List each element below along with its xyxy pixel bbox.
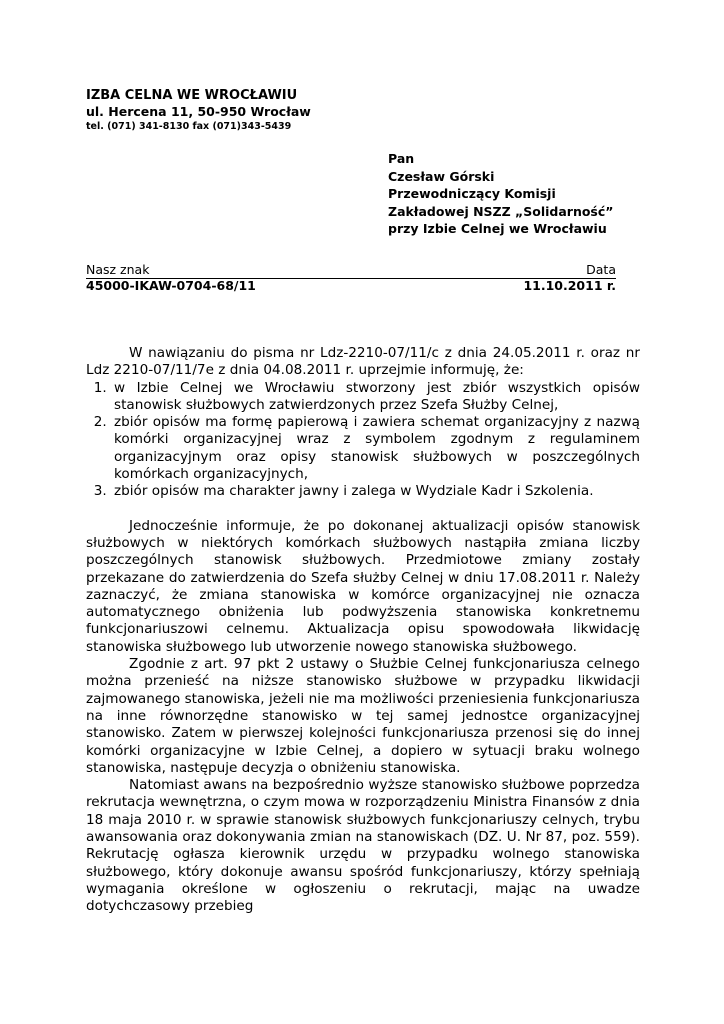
recipient-line: przy Izbie Celnej we Wrocławiu (388, 221, 607, 236)
date-value: 11.10.2011 r. (523, 278, 616, 293)
sign-label: Nasz znak (86, 262, 150, 277)
sign-value: 45000-IKAW-0704-68/11 (86, 278, 256, 293)
recipient-line: Czesław Górski (388, 168, 495, 184)
sender-address: ul. Hercena 11, 50-950 Wrocław (86, 104, 311, 119)
letter-body (86, 345, 640, 916)
recipient-line: Przewodniczący Komisji (388, 186, 556, 201)
list-item: 2. zbiór opisów ma formę papierową i zawiera schemat organizacyjny z nazwą komórki organizacyjnej wraz z symbolem zgodnym z regulaminem organizacyjnym oraz opisy stanowisk służbowych w poszczególnych komórkach organizacyjnych, (111, 414, 640, 483)
info-list (86, 380, 640, 501)
body-paragraph: Natomiast awans na bezpośrednio wyższe stanowisko służbowe poprzedza rekrutacja wewnętrzna, o czym mowa w rozporządzeniu Ministra Finansów z dnia 18 maja 2010 r. w sprawie stanowisk służbowych funkcjonariuszy celnych, trybu awansowania oraz dokonywania zmian na stanowiskach (DZ. U. Nr 87, poz. 559). Rekrutację ogłasza kierownik urzędu w przypadku wolnego stanowiska służbowego, który dokonuje awansu spośród funkcjonariuszy, którzy spełniają wymagania określone w ogłoszeniu o rekrutacji, mając na uwadze dotychczasowy przebieg (86, 777, 640, 915)
recipient-line: Pan (388, 151, 415, 166)
list-item: 1. w Izbie Celnej we Wrocławiu stworzony jest zbiór wszystkich opisów stanowisk służbowych zatwierdzonych przez Szefa Służby Celnej, (111, 380, 640, 415)
paragraph-gap (86, 501, 640, 518)
reference-labels (86, 262, 616, 279)
intro-paragraph: W nawiązaniu do pisma nr Ldz-2210-07/11/c z dnia 24.05.2011 r. oraz nr Ldz 2210-07/11/7e z dnia 04.08.2011 r. uprzejmie informuję, że: (86, 345, 640, 379)
recipient-block (388, 150, 614, 238)
sender-phone: tel. (071) 341-8130 fax (071)343-5439 (86, 121, 292, 132)
body-paragraph: Jednocześnie informuje, że po dokonanej aktualizacji opisów stanowisk służbowych w niektórych komórkach służbowych nastąpiła zmiana liczby poszczególnych stanowisk służbowych. Przedmiotowe zmiany zostały przekazane do zatwierdzenia do Szefa służby Celnej w dniu 17.08.2011 r. Należy zaznaczyć, że zmiana stanowiska w komórce organizacyjnej nie oznacza automatycznego obniżenia lub podwyższenia stanowiska konkretnemu funkcjonariuszowi celnemu. Aktualizacja opisu spowodowała likwidację stanowiska służbowego lub utworzenie nowego stanowiska służbowego. (86, 517, 640, 655)
list-item: 3. zbiór opisów ma charakter jawny i zalega w Wydziale Kadr i Szkolenia. (111, 483, 640, 500)
sender-name: IZBA CELNA WE WROCŁAWIU (86, 88, 298, 103)
reference-values (86, 278, 616, 294)
date-label: Data (586, 262, 616, 277)
recipient-line: Zakładowej NSZZ „Solidarność” (388, 203, 614, 219)
sender-block (86, 88, 311, 133)
body-paragraph: Zgodnie z art. 97 pkt 2 ustawy o Służbie Celnej funkcjonariusza celnego można przenieść na niższe stanowisko służbowe w przypadku likwidacji zajmowanego stanowiska, jeżeli nie ma możliwości przeniesienia funkcjonariusza na inne równorzędne stanowisko w tej samej jednostce organizacyjnej stanowisko. Zatem w pierwszej kolejności funkcjonariusza przenosi się do innej komórki organizacyjne w Izbie Celnej, a dopiero w sytuacji braku wolnego stanowiska, następuje decyzja o obniżeniu stanowiska. (86, 656, 640, 776)
